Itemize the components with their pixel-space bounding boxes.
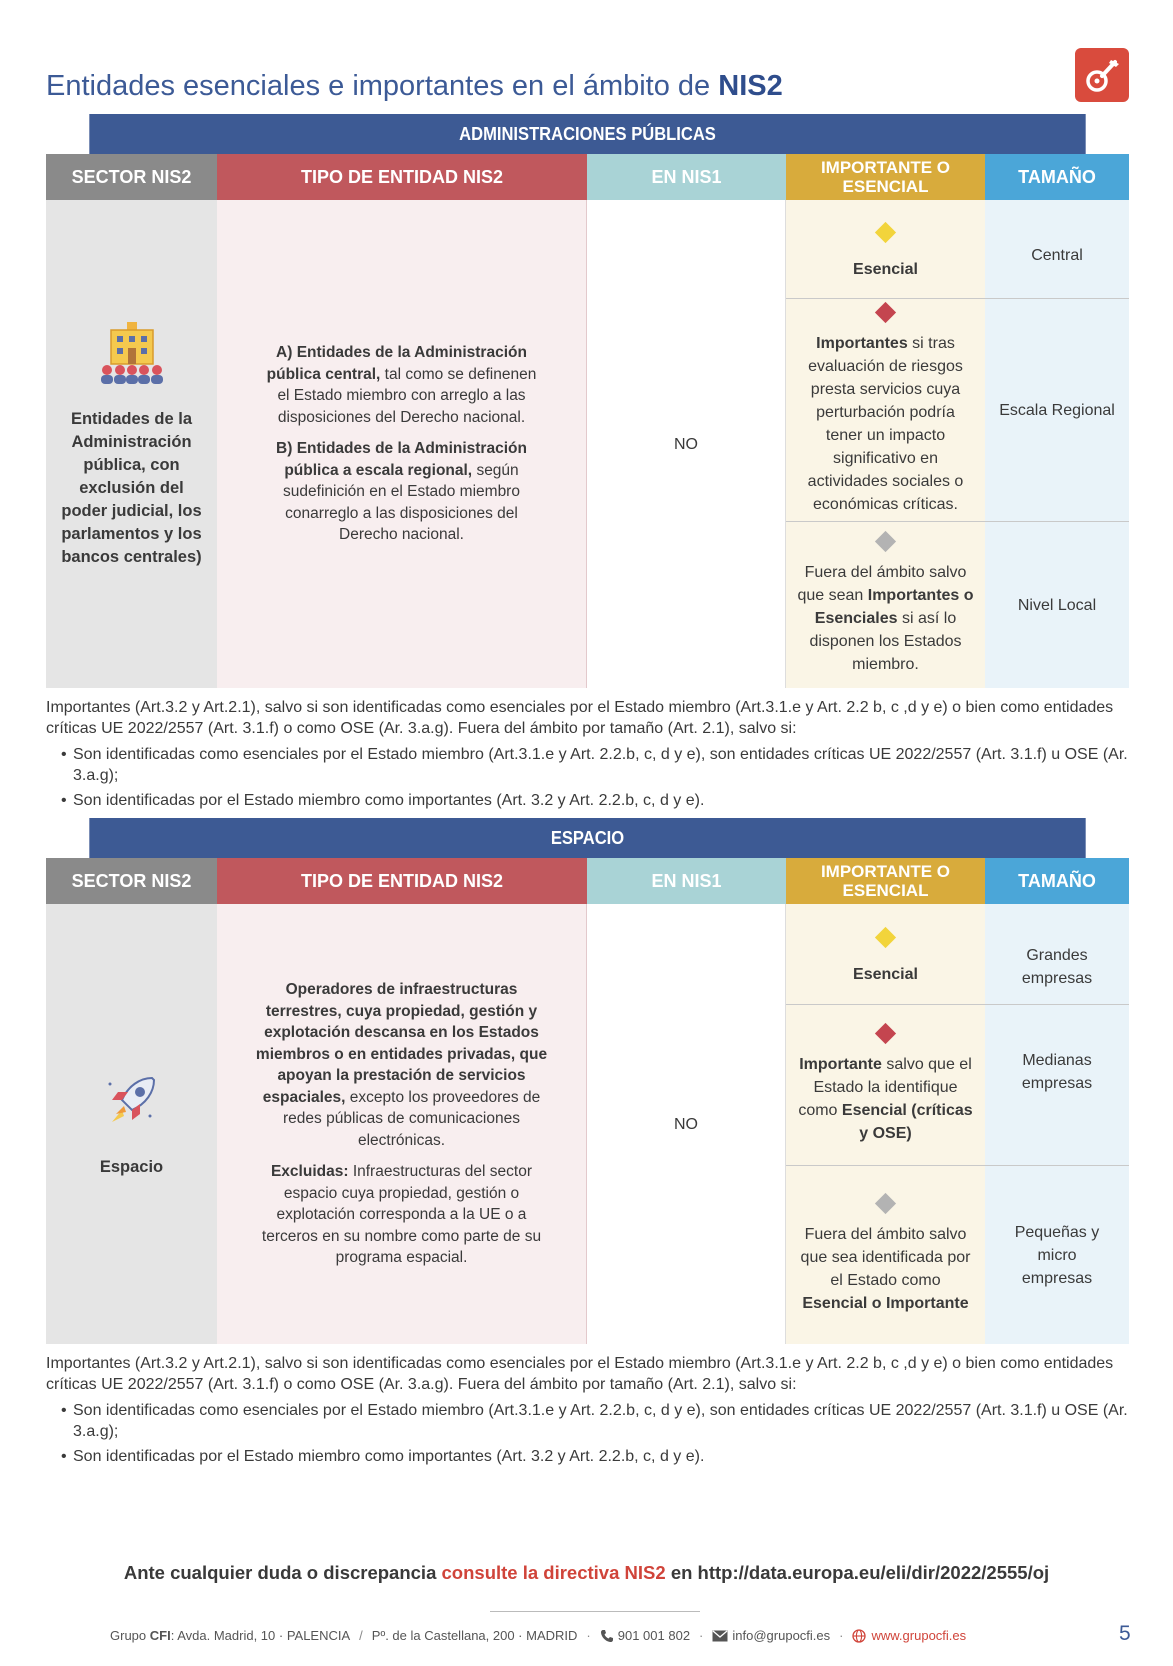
sector-column bbox=[46, 904, 217, 1344]
directive-link[interactable]: consulte la directiva NIS2 bbox=[441, 1562, 666, 1583]
section-2-note: Importantes (Art.3.2 y Art.2.1), salvo si son identificadas como esenciales por el Estado miembro (Art.3.1.e y Art. 2.2 b, c ,d y e) o bien como entidades críticas UE 2022/2557 (Art. 3.1.f) o como OSE (Ar. 3.a.g). Fuera del ámbito por tamaño (Art. 2.1), salvo si: • Son identificadas como esenciales por el Estado miembro (Art.3.1.e y Art. 2.2.b, c, d y e), son entidades críticas UE 2022/2557 (Art. 3.1.f) u OSE (Ar. 3.a.g); • Son identificadas por el Estado miembro como importantes (Art. 3.2 y Art. 2.2.b, c, d y e). bbox=[46, 1353, 1129, 1471]
page-number: 5 bbox=[1119, 1622, 1131, 1645]
tipo-operadores: Operadores de infraestructuras terrestres, cuya propiedad, gestión y explotación descansa en los Estados miembros o en entidades privadas, que apoyan la prestación de servicios espaciales, excepto los proveedores de redes públicas de comunicaciones electrónicas. bbox=[255, 981, 548, 1149]
importante-row-2: Importantes si tras evaluación de riesgos presta servicios cuya perturbación podría tener un impacto significativo en actividades sociales o económicas críticas. bbox=[786, 298, 985, 521]
phone-icon bbox=[600, 1629, 614, 1643]
section-1-note: Importantes (Art.3.2 y Art.2.1), salvo si son identificadas como esenciales por el Estado miembro (Art.3.1.e y Art. 2.2 b, c ,d y e) o bien como entidades críticas UE 2022/2557 (Art. 3.1.f) o como OSE (Ar. 3.a.g). Fuera del ámbito por tamaño (Art. 2.1), salvo si: • Son identificadas como esenciales por el Estado miembro (Art.3.1.e y Art. 2.2.b, c, d y e), son entidades críticas UE 2022/2557 (Art. 3.1.f) u OSE (Ar. 3.a.g); • Son identificadas por el Estado miembro como importantes (Art. 3.2 y Art. 2.2.b, c, d y e). bbox=[46, 697, 1129, 815]
tipo-column bbox=[217, 904, 587, 1344]
sector-text: Espacio bbox=[99, 1157, 164, 1176]
importante-row-3: Fuera del ámbito salvo que sean Importantes o Esenciales si así lo disponen los Estados miembro. bbox=[786, 521, 985, 688]
header-importante: IMPORTANTE O ESENCIAL bbox=[786, 858, 985, 904]
size-local: Nivel Local bbox=[985, 521, 1129, 688]
note-bullet: • Son identificadas por el Estado miembro como importantes (Art. 3.2 y Art. 2.2.b, c, d y e). bbox=[46, 1446, 1129, 1467]
tipo-b: B) Entidades de la Administración pública a escala regional, según sudefinición en el Estado miembro conarreglo a las disposiciones del Derecho nacional. bbox=[276, 440, 527, 544]
yellow-diamond-icon bbox=[875, 222, 896, 243]
guitar-icon bbox=[1075, 48, 1129, 102]
importante-row-1: Esencial bbox=[786, 904, 985, 1004]
mail-icon bbox=[712, 1630, 728, 1642]
importante-column bbox=[786, 200, 985, 688]
importante-row-2: Importante salvo que el Estado la identifique como Esencial (críticas y OSE) bbox=[786, 1004, 985, 1165]
nis1-value: NO bbox=[674, 1115, 698, 1133]
size-pequenas: Pequeñas y micro empresas bbox=[985, 1165, 1129, 1344]
tipo-a: A) Entidades de la Administración pública central, tal como se definenen el Estado miembro con arreglo a las disposiciones del Derecho nacional. bbox=[266, 344, 537, 426]
section-banner: ESPACIO bbox=[89, 818, 1085, 858]
disclaimer: Ante cualquier duda o discrepancia consulte la directiva NIS2 en http://data.europa.eu/eli/dir/2022/2555/oj bbox=[123, 1562, 1050, 1583]
size-grandes: Grandes empresas bbox=[1021, 947, 1093, 987]
sector-column bbox=[46, 200, 217, 688]
footer-phone[interactable]: 901 001 802 bbox=[617, 1628, 691, 1643]
tamano-column bbox=[985, 904, 1129, 1344]
header-importante: IMPORTANTE O ESENCIAL bbox=[786, 154, 985, 200]
importante-row-1: Esencial bbox=[786, 200, 985, 298]
footer-email[interactable]: info@grupocfi.es bbox=[732, 1628, 831, 1643]
red-diamond-icon bbox=[875, 1022, 896, 1043]
header-tamano: TAMAÑO bbox=[985, 154, 1129, 200]
section-banner: ADMINISTRACIONES PÚBLICAS bbox=[89, 114, 1085, 154]
header-sector: SECTOR NIS2 bbox=[46, 154, 217, 200]
header-tamano: TAMAÑO bbox=[985, 858, 1129, 904]
tamano-column bbox=[985, 200, 1129, 688]
red-diamond-icon bbox=[875, 301, 896, 322]
footer: Grupo CFI : Avda. Madrid, 10 · PALENCIA / Pº. de la Castellana, 200 · MADRID · 901 001 802 · info@grupocfi.es · www.grupocfi.es bbox=[110, 1628, 967, 1643]
footer-web[interactable]: www.grupocfi.es bbox=[871, 1628, 967, 1643]
tipo-column bbox=[217, 200, 587, 688]
header-sector: SECTOR NIS2 bbox=[46, 858, 217, 904]
header-nis1: EN NIS1 bbox=[587, 858, 786, 904]
note-bullet: • Son identificadas como esenciales por el Estado miembro (Art.3.1.e y Art. 2.2.b, c, d y e), son entidades críticas UE 2022/2557 (Art. 3.1.f) u OSE (Ar. 3.a.g); bbox=[46, 744, 1129, 786]
page-title: Entidades esenciales e importantes en el ámbito de NIS2 bbox=[46, 70, 783, 102]
nis1-column bbox=[587, 200, 786, 688]
importante-row-3: Fuera del ámbito salvo que sea identificada por el Estado como Esencial o Importante bbox=[786, 1165, 985, 1344]
yellow-diamond-icon bbox=[875, 927, 896, 948]
size-medianas: Medianas empresas bbox=[985, 1004, 1129, 1165]
grupo-cfi-logo bbox=[1075, 48, 1129, 102]
nis1-value: NO bbox=[674, 435, 698, 453]
section-administraciones bbox=[46, 114, 1129, 688]
header-tipo: TIPO DE ENTIDAD NIS2 bbox=[217, 154, 587, 200]
footer-divider bbox=[490, 1611, 700, 1612]
importante-column bbox=[786, 904, 985, 1344]
nis1-column bbox=[587, 904, 786, 1344]
government-building-icon bbox=[97, 320, 167, 386]
tipo-excluidas: Excluidas: Infraestructuras del sector espacio cuya propiedad, gestión o explotación corresponda a la UE o a terceros en su nombre como parte de su programa espacial. bbox=[261, 1163, 542, 1267]
grey-diamond-icon bbox=[875, 531, 896, 552]
section-espacio bbox=[46, 818, 1129, 1344]
note-bullet: • Son identificadas por el Estado miembro como importantes (Art. 3.2 y Art. 2.2.b, c, d y e). bbox=[46, 790, 1129, 811]
globe-icon bbox=[852, 1629, 866, 1643]
size-regional: Escala Regional bbox=[985, 298, 1129, 521]
grey-diamond-icon bbox=[875, 1192, 896, 1213]
note-bullet: • Son identificadas como esenciales por el Estado miembro (Art.3.1.e y Art. 2.2.b, c, d y e), son entidades críticas UE 2022/2557 (Art. 3.1.f) u OSE (Ar. 3.a.g); bbox=[46, 1400, 1129, 1442]
header-nis1: EN NIS1 bbox=[587, 154, 786, 200]
sector-text: Entidades de la Administración pública, con exclusión del poder judicial, los parlamentos y los bancos centrales) bbox=[61, 409, 202, 566]
size-central: Central bbox=[1031, 247, 1083, 264]
header-tipo: TIPO DE ENTIDAD NIS2 bbox=[217, 858, 587, 904]
rocket-icon bbox=[102, 1070, 162, 1130]
